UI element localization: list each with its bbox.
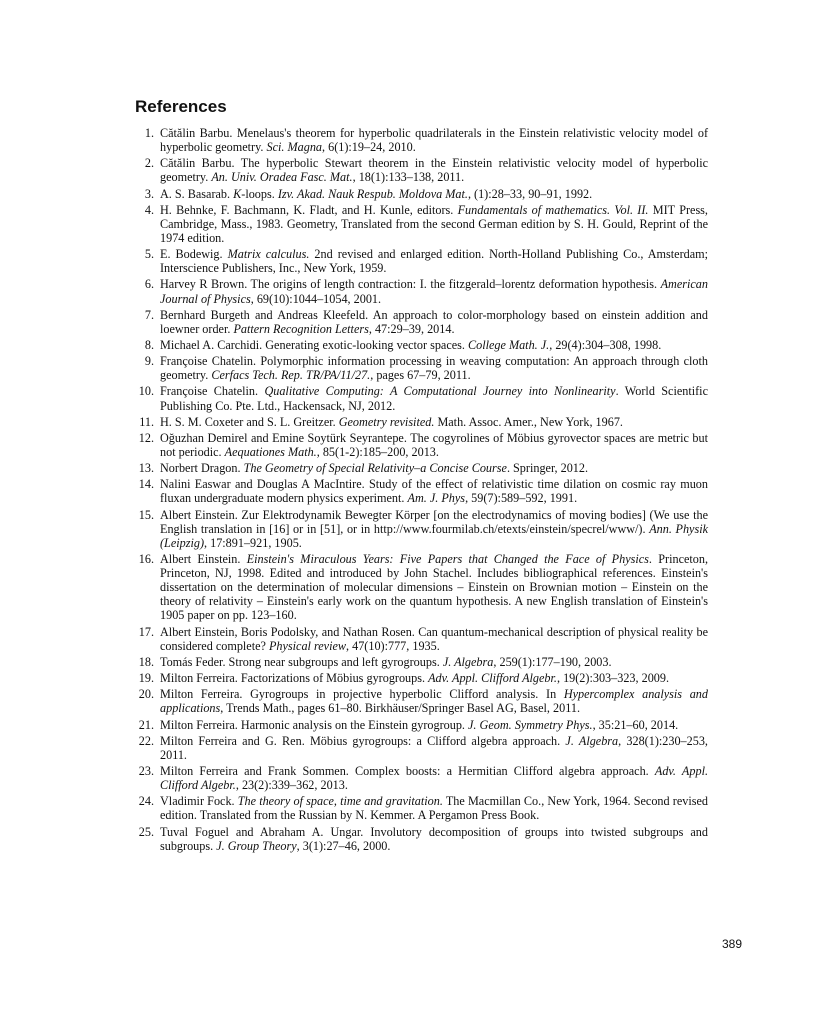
reference-number: 21. <box>138 717 154 732</box>
reference-segment: Françoise Chatelin. <box>160 384 265 399</box>
reference-text <box>160 508 708 550</box>
reference-number: 6. <box>144 277 154 292</box>
reference-text <box>160 825 708 853</box>
reference-segment: Bernhard Burgeth and Andreas Kleefeld. An approach to color-morphology based on einstein addition and loewner order. <box>160 307 708 336</box>
reference-venue: J. Group Theory <box>216 838 297 853</box>
reference-venue: K <box>233 186 242 201</box>
reference-segment: H. Behnke, F. Bachmann, K. Fladt, and H. Kunle, editors. <box>160 202 458 217</box>
reference-text <box>160 384 708 412</box>
reference-item <box>135 415 708 429</box>
reference-segment: Milton Ferreira and G. Ren. Möbius gyrogroups: a Clifford algebra approach. <box>160 733 566 748</box>
reference-segment: Albert Einstein, Boris Podolsky, and Nathan Rosen. Can quantum-mechanical description of physical reality be considered complete? <box>160 624 708 653</box>
reference-venue: Aequationes Math. <box>224 445 317 459</box>
reference-item <box>135 277 708 305</box>
reference-text <box>160 655 708 669</box>
reference-text <box>160 126 708 154</box>
reference-venue: The theory of space, time and gravitation. <box>237 794 443 809</box>
reference-item <box>135 384 708 412</box>
reference-list <box>135 126 708 855</box>
reference-item <box>135 625 708 653</box>
reference-venue: Ann. Physik (Leipzig) <box>160 521 708 550</box>
reference-segment: Milton Ferreira and Frank Sommen. Complex boosts: a Hermitian Clifford algebra approach. <box>160 764 655 778</box>
reference-item <box>135 247 708 275</box>
reference-number: 15. <box>138 507 154 522</box>
reference-item <box>135 718 708 732</box>
reference-item <box>135 431 708 459</box>
reference-text <box>160 552 708 622</box>
reference-number: 9. <box>144 354 154 369</box>
reference-segment: , 47(10):777, 1935. <box>346 638 440 653</box>
reference-segment: , 17:891–921, 1905. <box>204 535 302 550</box>
reference-text <box>160 415 708 429</box>
reference-segment: The Macmillan Co., New York, 1964. Second revised edition. Translated from the Russian by N. Kemmer. A Pergamon Press Book. <box>160 794 708 823</box>
reference-item <box>135 825 708 853</box>
reference-segment: , 3(1):27–46, 2000. <box>296 838 391 853</box>
reference-item <box>135 794 708 822</box>
reference-number: 25. <box>138 824 154 839</box>
reference-segment: , 18(1):133–138, 2011. <box>352 170 465 185</box>
reference-segment: Math. Assoc. Amer., New York, 1967. <box>434 414 623 429</box>
reference-venue: Am. J. Phys <box>407 491 466 506</box>
reference-segment: Cătălin Barbu. Menelaus's theorem for hyperbolic quadrilaterals in the Einstein relativistic velocity model of hyperbolic geometry. <box>160 126 708 155</box>
reference-number: 5. <box>144 247 154 262</box>
reference-segment: , (1):28–33, 90–91, 1992. <box>467 186 593 201</box>
reference-item <box>135 338 708 352</box>
reference-item <box>135 671 708 685</box>
reference-venue: The Geometry of Special Relativity–a Concise Course <box>243 461 507 476</box>
reference-segment: Cătălin Barbu. The hyperbolic Stewart theorem in the Einstein relativistic velocity model of hyperbolic geometry. <box>160 156 708 185</box>
reference-segment: , Trends Math., pages 61–80. Birkhäuser/Springer Basel AG, Basel, 2011. <box>220 701 580 716</box>
reference-segment: Norbert Dragon. <box>160 461 244 476</box>
reference-item <box>135 156 708 184</box>
reference-venue: Izv. Akad. Nauk Respub. Moldova Mat. <box>277 186 468 201</box>
reference-segment: , 328(1):230–253, 2011. <box>160 733 708 762</box>
reference-segment: Vladimir Fock. <box>160 794 238 809</box>
reference-item <box>135 655 708 669</box>
reference-number: 11. <box>139 414 154 429</box>
reference-item <box>135 126 708 154</box>
reference-venue: Pattern Recognition Letters <box>233 321 369 336</box>
reference-number: 23. <box>138 764 154 778</box>
reference-segment: 2nd revised and enlarged edition. North-Holland Publishing Co., Amsterdam; Interscience Publishers, Inc., New York, 1959. <box>160 247 708 276</box>
reference-segment: Milton Ferreira. Harmonic analysis on the Einstein gyrogroup. <box>160 717 469 732</box>
reference-number: 3. <box>144 186 154 201</box>
reference-segment: Albert Einstein. Zur Elektrodynamik Bewegter Körper [on the electrodynamics of moving bodies] (We use the English translation in [16] or in [51], or in http://www.fourmilab.ch/etexts/einstein/specrel/www/). <box>160 507 708 536</box>
reference-number: 7. <box>144 307 154 322</box>
reference-text <box>160 764 708 792</box>
reference-segment: Milton Ferreira. Factorizations of Möbius gyrogroups. <box>160 671 429 686</box>
reference-venue: American Journal of Physics <box>160 277 708 306</box>
reference-item <box>135 187 708 201</box>
reference-segment: Tuval Foguel and Abraham A. Ungar. Involutory decomposition of groups into twisted subgroups and subgroups. <box>160 824 708 853</box>
section-heading: References <box>135 97 227 116</box>
reference-segment: , 19(2):303–323, 2009. <box>556 671 670 686</box>
reference-text <box>160 187 708 201</box>
reference-segment: Tomás Feder. Strong near subgroups and left gyrogroups. <box>160 654 443 669</box>
reference-venue: Cerfacs Tech. Rep. TR/PA/11/27. <box>211 368 371 383</box>
reference-segment: Harvey R Brown. The origins of length contraction: I. the fitzgerald–lorentz deformation hypothesis. <box>160 277 661 292</box>
reference-segment: Albert Einstein. <box>160 552 247 567</box>
reference-venue: Fundamentals of mathematics. Vol. II. <box>457 202 649 217</box>
reference-segment: Milton Ferreira. Gyrogroups in projective hyperbolic Clifford analysis. In <box>160 687 564 702</box>
reference-venue: J. Algebra <box>442 654 494 669</box>
reference-venue: Geometry revisited. <box>338 414 435 429</box>
reference-text <box>160 354 708 382</box>
reference-text <box>160 431 708 459</box>
page-number: 389 <box>722 937 743 951</box>
reference-text <box>160 277 708 305</box>
reference-segment: , 47:29–39, 2014. <box>368 321 455 336</box>
reference-number: 1. <box>144 126 154 140</box>
reference-number: 17. <box>138 624 154 639</box>
reference-text <box>160 308 708 336</box>
reference-item <box>135 308 708 336</box>
reference-number: 20. <box>138 687 154 702</box>
reference-text <box>160 338 708 352</box>
reference-venue: College Math. J. <box>467 337 550 352</box>
reference-item <box>135 203 708 245</box>
reference-number: 24. <box>138 794 154 809</box>
reference-text <box>160 718 708 732</box>
reference-segment: , 59(7):589–592, 1991. <box>465 491 578 506</box>
reference-number: 22. <box>138 733 154 748</box>
reference-venue: Einstein's Miraculous Years: Five Papers that Changed the Face of Physics <box>246 552 649 567</box>
reference-item <box>135 477 708 505</box>
reference-item <box>135 461 708 475</box>
reference-number: 14. <box>138 477 154 492</box>
reference-text <box>160 687 708 715</box>
reference-segment: , 6(1):19–24, 2010. <box>322 140 416 155</box>
reference-text <box>160 794 708 822</box>
reference-number: 16. <box>138 552 154 567</box>
reference-text <box>160 156 708 184</box>
reference-segment: MIT Press, Cambridge, Mass., 1983. Geometry, Translated from the second German edition by S. H. Gould, Reprint of the 1974 edition. <box>160 202 708 245</box>
reference-number: 4. <box>144 202 154 217</box>
reference-number: 18. <box>138 654 154 669</box>
reference-segment: , 259(1):177–190, 2003. <box>493 654 612 669</box>
reference-item <box>135 764 708 792</box>
reference-item <box>135 354 708 382</box>
reference-number: 8. <box>144 337 154 352</box>
reference-number: 19. <box>138 671 154 686</box>
reference-venue: J. Algebra <box>565 733 619 748</box>
reference-segment: . Princeton, Princeton, NJ, 1998. Edited and introduced by John Stachel. Includes bibliographical references. Einstein's dissertation on the determination of molecular dimensions – Einstein on Brownian motion – Einstein on the theory of relativity – Einstein's early work on the quantum hypothesis. A new English translation of Einstein's 1905 paper on pp. 123–160. <box>160 552 709 623</box>
reference-venue: Hypercomplex analysis and applications <box>160 687 708 716</box>
reference-segment: A. S. Basarab. <box>160 186 234 201</box>
reference-segment: . Springer, 2012. <box>506 461 589 476</box>
reference-segment: , 23(2):339–362, 2013. <box>235 778 348 793</box>
reference-number: 12. <box>138 430 154 445</box>
reference-text <box>160 461 708 475</box>
reference-segment: Nalini Easwar and Douglas A MacIntire. Study of the effect of relativistic time dilation on cosmic ray muon fluxan undergraduate modern physics experiment. <box>160 477 708 506</box>
reference-venue: J. Geom. Symmetry Phys. <box>468 717 593 732</box>
reference-number: 13. <box>138 461 154 476</box>
reference-segment: Michael A. Carchidi. Generating exotic-looking vector spaces. <box>160 337 468 352</box>
reference-venue: Adv. Appl. Clifford Algebr. <box>160 764 708 793</box>
reference-segment: , 35:21–60, 2014. <box>592 717 679 732</box>
reference-segment: H. S. M. Coxeter and S. L. Greitzer. <box>160 414 339 429</box>
reference-segment: E. Bodewig. <box>160 247 228 262</box>
reference-venue: Physical review <box>268 638 347 653</box>
reference-segment: Oğuzhan Demirel and Emine Soytürk Seyrantepe. The cogyrolines of Möbius gyrovector spaces are metric but not periodic. <box>160 430 708 459</box>
reference-venue: Sci. Magna <box>266 140 323 155</box>
reference-item <box>135 508 708 550</box>
reference-item <box>135 687 708 715</box>
reference-segment: , 69(10):1044–1054, 2001. <box>250 291 382 306</box>
reference-segment: . World Scientific Publishing Co. Pte. Ltd., Hackensack, NJ, 2012. <box>160 384 708 413</box>
reference-segment: , pages 67–79, 2011. <box>370 368 471 383</box>
reference-venue: Qualitative Computing: A Computational Journey into Nonlinearity <box>264 384 616 399</box>
reference-text <box>160 477 708 505</box>
reference-item <box>135 552 708 622</box>
reference-text <box>160 671 708 685</box>
reference-segment: , 85(1-2):185–200, 2013. <box>316 445 439 459</box>
reference-item <box>135 734 708 762</box>
reference-segment: , 29(4):304–308, 1998. <box>549 337 662 352</box>
reference-segment: Françoise Chatelin. Polymorphic information processing in weaving computation: An approach through cloth geometry. <box>160 354 708 383</box>
reference-text <box>160 734 708 762</box>
reference-number: 10. <box>138 384 154 399</box>
reference-number: 2. <box>144 156 154 171</box>
reference-venue: Adv. Appl. Clifford Algebr. <box>428 671 557 686</box>
reference-segment: -loops. <box>241 186 278 201</box>
reference-text <box>160 625 708 653</box>
reference-venue: Matrix calculus. <box>227 247 310 262</box>
reference-text <box>160 247 708 275</box>
reference-venue: An. Univ. Oradea Fasc. Mat. <box>211 170 353 185</box>
reference-text <box>160 203 708 245</box>
